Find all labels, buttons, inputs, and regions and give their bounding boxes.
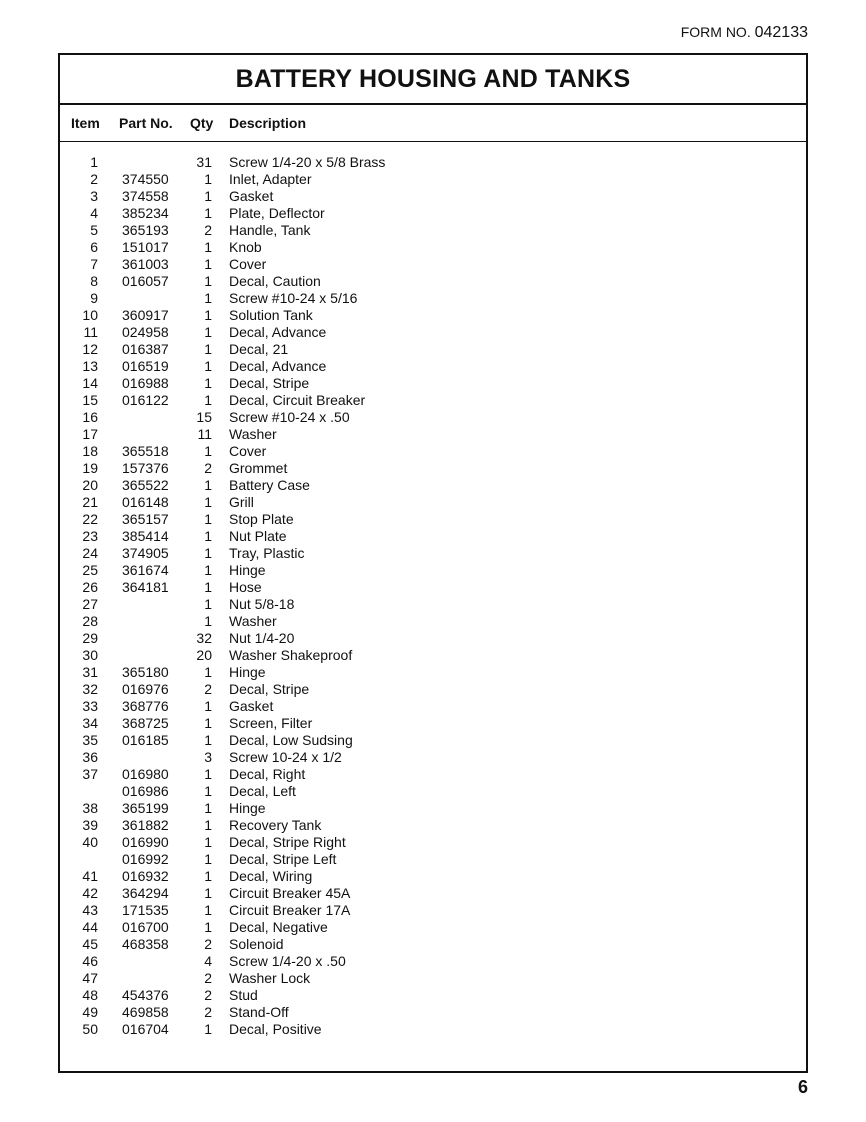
row-qty: 11 [197,426,212,442]
table-row [60,443,806,460]
row-part-no: 368776 [122,698,169,714]
row-item: 37 [82,766,98,782]
row-qty: 2 [204,681,212,697]
row-item: 24 [82,545,98,561]
row-description: Decal, Right [229,766,306,782]
row-item: 8 [90,273,98,289]
row-item: 19 [82,460,98,476]
row-qty: 15 [196,409,212,425]
table-row [60,188,806,205]
table-row [60,800,806,817]
table-row [60,290,806,307]
row-qty: 1 [204,834,212,850]
row-description: Hinge [229,664,266,680]
row-description: Decal, 21 [229,341,289,357]
row-qty: 1 [204,341,212,357]
row-item: 22 [82,511,98,527]
row-description: Stop Plate [229,511,294,527]
table-row [60,681,806,698]
row-part-no: 365199 [122,800,169,816]
row-description: Stand-Off [229,1004,289,1020]
row-item: 26 [82,579,98,595]
table-row [60,630,806,647]
table-row [60,494,806,511]
table-row [60,834,806,851]
row-part-no: 365157 [122,511,169,527]
table-row [60,307,806,324]
row-item: 46 [82,953,98,969]
table-header [60,105,806,142]
row-description: Grill [229,494,254,510]
row-item: 48 [82,987,98,1003]
row-item: 15 [82,392,98,408]
parts-list-frame [58,53,808,1073]
row-description: Decal, Caution [229,273,321,289]
table-row [60,613,806,630]
row-description: Cover [229,443,267,459]
row-part-no: 374558 [122,188,169,204]
row-item: 33 [82,698,98,714]
table-row [60,239,806,256]
row-part-no: 016704 [122,1021,169,1037]
row-item: 12 [82,341,98,357]
row-description: Screw #10-24 x 5/16 [229,290,358,306]
row-item: 5 [90,222,98,238]
row-item: 17 [82,426,98,442]
table-row [60,715,806,732]
row-part-no: 361882 [122,817,169,833]
row-description: Decal, Advance [229,358,327,374]
table-row [60,970,806,987]
row-qty: 1 [204,494,212,510]
table-row [60,222,806,239]
table-row [60,409,806,426]
table-row [60,596,806,613]
table-row [60,341,806,358]
row-description: Recovery Tank [229,817,322,833]
row-item: 50 [82,1021,98,1037]
header-qty: Qty [190,115,214,131]
row-item: 39 [82,817,98,833]
row-description: Nut 1/4-20 [229,630,295,646]
row-qty: 1 [204,766,212,782]
table-row [60,783,806,800]
table-row [60,358,806,375]
table-row [60,511,806,528]
row-item: 47 [82,970,98,986]
row-description: Knob [229,239,262,255]
header-part-no: Part No. [119,115,173,131]
parts-table-body [60,154,806,1038]
row-qty: 2 [204,987,212,1003]
row-description: Decal, Left [229,783,296,799]
row-description: Grommet [229,460,288,476]
row-qty: 1 [204,443,212,459]
row-item: 44 [82,919,98,935]
row-part-no: 151017 [122,239,169,255]
row-qty: 2 [204,1004,212,1020]
table-row [60,919,806,936]
row-item: 11 [83,324,98,340]
row-description: Decal, Stripe [229,681,310,697]
table-row [60,528,806,545]
row-description: Hinge [229,562,266,578]
row-item: 43 [82,902,98,918]
table-row [60,171,806,188]
row-description: Plate, Deflector [229,205,325,221]
table-row [60,460,806,477]
row-part-no: 385414 [122,528,169,544]
row-qty: 1 [204,800,212,816]
row-item: 31 [82,664,98,680]
row-item: 49 [82,1004,98,1020]
row-description: Circuit Breaker 45A [229,885,351,901]
row-qty: 4 [204,953,212,969]
row-part-no: 016185 [122,732,169,748]
row-description: Handle, Tank [229,222,311,238]
row-description: Decal, Advance [229,324,327,340]
row-part-no: 016980 [122,766,169,782]
row-qty: 1 [204,375,212,391]
row-qty: 2 [204,936,212,952]
row-description: Washer Lock [229,970,311,986]
row-part-no: 365522 [122,477,169,493]
row-item: 18 [82,443,98,459]
row-qty: 1 [204,732,212,748]
row-description: Hinge [229,800,266,816]
row-item: 36 [82,749,98,765]
row-qty: 31 [196,154,212,170]
row-item: 41 [82,868,98,884]
row-description: Decal, Negative [229,919,328,935]
row-item: 16 [82,409,98,425]
row-item: 40 [82,834,98,850]
row-item: 1 [90,154,98,170]
row-qty: 1 [204,698,212,714]
row-part-no: 171535 [122,902,169,918]
form-number-label: FORM NO. [680,24,751,40]
row-description: Decal, Stripe Right [229,834,346,850]
row-item: 42 [82,885,98,901]
row-description: Circuit Breaker 17A [229,902,351,918]
row-part-no: 016990 [122,834,169,850]
row-part-no: 016976 [122,681,169,697]
row-item: 29 [82,630,98,646]
row-description: Decal, Wiring [229,868,313,884]
table-row [60,205,806,222]
row-qty: 1 [204,868,212,884]
row-part-no: 016700 [122,919,169,935]
row-qty: 1 [204,817,212,833]
row-part-no: 361674 [122,562,169,578]
row-part-no: 016932 [122,868,169,884]
row-description: Inlet, Adapter [229,171,312,187]
row-description: Screw #10-24 x .50 [229,409,350,425]
row-part-no: 365193 [122,222,169,238]
row-part-no: 374905 [122,545,169,561]
row-qty: 1 [204,307,212,323]
row-qty: 2 [204,460,212,476]
table-row [60,766,806,783]
table-row [60,902,806,919]
row-description: Screw 10-24 x 1/2 [229,749,342,765]
row-qty: 1 [204,783,212,799]
row-part-no: 157376 [122,460,169,476]
row-qty: 1 [204,290,212,306]
row-item: 4 [90,205,98,221]
form-number-value: 042133 [754,24,808,41]
row-item: 27 [82,596,98,612]
row-qty: 1 [204,902,212,918]
row-qty: 1 [204,919,212,935]
row-item: 13 [82,358,98,374]
row-description: Decal, Stripe [229,375,310,391]
row-item: 38 [82,800,98,816]
row-part-no: 016122 [122,392,169,408]
row-part-no: 368725 [122,715,169,731]
row-item: 9 [90,290,98,306]
page-number: 6 [797,1077,808,1097]
row-description: Decal, Circuit Breaker [229,392,366,408]
row-qty: 20 [196,647,212,663]
row-description: Screw 1/4-20 x .50 [229,953,346,969]
row-part-no: 016986 [122,783,169,799]
row-item: 23 [82,528,98,544]
row-description: Decal, Low Sudsing [229,732,353,748]
row-qty: 2 [204,970,212,986]
row-item: 14 [82,375,98,391]
form-number [681,24,808,42]
row-qty: 1 [204,715,212,731]
table-row [60,647,806,664]
row-qty: 1 [204,477,212,493]
row-qty: 1 [204,171,212,187]
row-qty: 32 [196,630,212,646]
row-qty: 1 [204,562,212,578]
table-row [60,936,806,953]
row-qty: 1 [204,664,212,680]
row-description: Decal, Positive [229,1021,322,1037]
row-qty: 1 [204,188,212,204]
row-qty: 1 [204,511,212,527]
table-row [60,987,806,1004]
table-row [60,817,806,834]
row-item: 30 [82,647,98,663]
table-row [60,1004,806,1021]
row-description: Washer Shakeproof [229,647,353,663]
row-part-no: 385234 [122,205,169,221]
table-row [60,545,806,562]
table-row [60,1021,806,1038]
table-row [60,851,806,868]
row-item: 10 [82,307,98,323]
row-qty: 1 [204,851,212,867]
row-qty: 1 [204,256,212,272]
row-description: Decal, Stripe Left [229,851,337,867]
table-row [60,868,806,885]
row-item: 28 [82,613,98,629]
row-part-no: 360917 [122,307,169,323]
table-row [60,375,806,392]
row-part-no: 364181 [122,579,169,595]
table-row [60,562,806,579]
row-part-no: 365518 [122,443,169,459]
table-row [60,749,806,766]
row-qty: 1 [204,205,212,221]
row-description: Washer [229,613,277,629]
row-description: Hose [229,579,262,595]
row-description: Nut Plate [229,528,287,544]
row-description: Nut 5/8-18 [229,596,295,612]
row-qty: 3 [204,749,212,765]
row-part-no: 016992 [122,851,169,867]
row-qty: 1 [204,885,212,901]
row-part-no: 016519 [122,358,169,374]
table-row [60,477,806,494]
table-row [60,324,806,341]
row-qty: 1 [204,613,212,629]
row-qty: 1 [204,358,212,374]
row-part-no: 365180 [122,664,169,680]
row-part-no: 374550 [122,171,169,187]
row-item: 21 [82,494,98,510]
row-description: Battery Case [229,477,310,493]
table-row [60,885,806,902]
row-part-no: 024958 [122,324,169,340]
row-description: Cover [229,256,267,272]
table-row [60,698,806,715]
row-part-no: 468358 [122,936,169,952]
row-item: 34 [82,715,98,731]
row-qty: 1 [204,392,212,408]
row-qty: 1 [204,579,212,595]
table-row [60,256,806,273]
row-item: 3 [90,188,98,204]
table-row [60,953,806,970]
row-description: Screen, Filter [229,715,313,731]
row-qty: 1 [204,545,212,561]
row-item: 2 [90,171,98,187]
row-part-no: 016057 [122,273,169,289]
page-title: BATTERY HOUSING AND TANKS [235,64,631,93]
row-item: 20 [82,477,98,493]
row-description: Washer [229,426,277,442]
row-item: 32 [82,681,98,697]
table-row [60,664,806,681]
row-description: Gasket [229,698,274,714]
row-qty: 1 [204,596,212,612]
row-description: Tray, Plastic [229,545,305,561]
row-part-no: 364294 [122,885,169,901]
row-description: Solenoid [229,936,284,952]
table-row [60,273,806,290]
row-qty: 1 [204,528,212,544]
row-part-no: 469858 [122,1004,169,1020]
row-item: 35 [82,732,98,748]
row-item: 6 [90,239,98,255]
row-part-no: 016988 [122,375,169,391]
row-item: 7 [90,256,98,272]
title-bar [60,55,806,105]
row-part-no: 016387 [122,341,169,357]
row-qty: 1 [204,239,212,255]
row-description: Screw 1/4-20 x 5/8 Brass [229,154,386,170]
table-row [60,579,806,596]
row-qty: 1 [204,324,212,340]
header-item: Item [71,115,100,131]
row-item: 45 [82,936,98,952]
row-description: Gasket [229,188,274,204]
header-description: Description [229,115,307,131]
table-row [60,426,806,443]
row-part-no: 454376 [122,987,169,1003]
row-qty: 1 [204,1021,212,1037]
row-part-no: 016148 [122,494,169,510]
row-qty: 1 [204,273,212,289]
table-row [60,154,806,171]
row-qty: 2 [204,222,212,238]
row-description: Stud [229,987,258,1003]
row-part-no: 361003 [122,256,169,272]
table-row [60,392,806,409]
table-row [60,732,806,749]
row-description: Solution Tank [229,307,313,323]
row-item: 25 [82,562,98,578]
